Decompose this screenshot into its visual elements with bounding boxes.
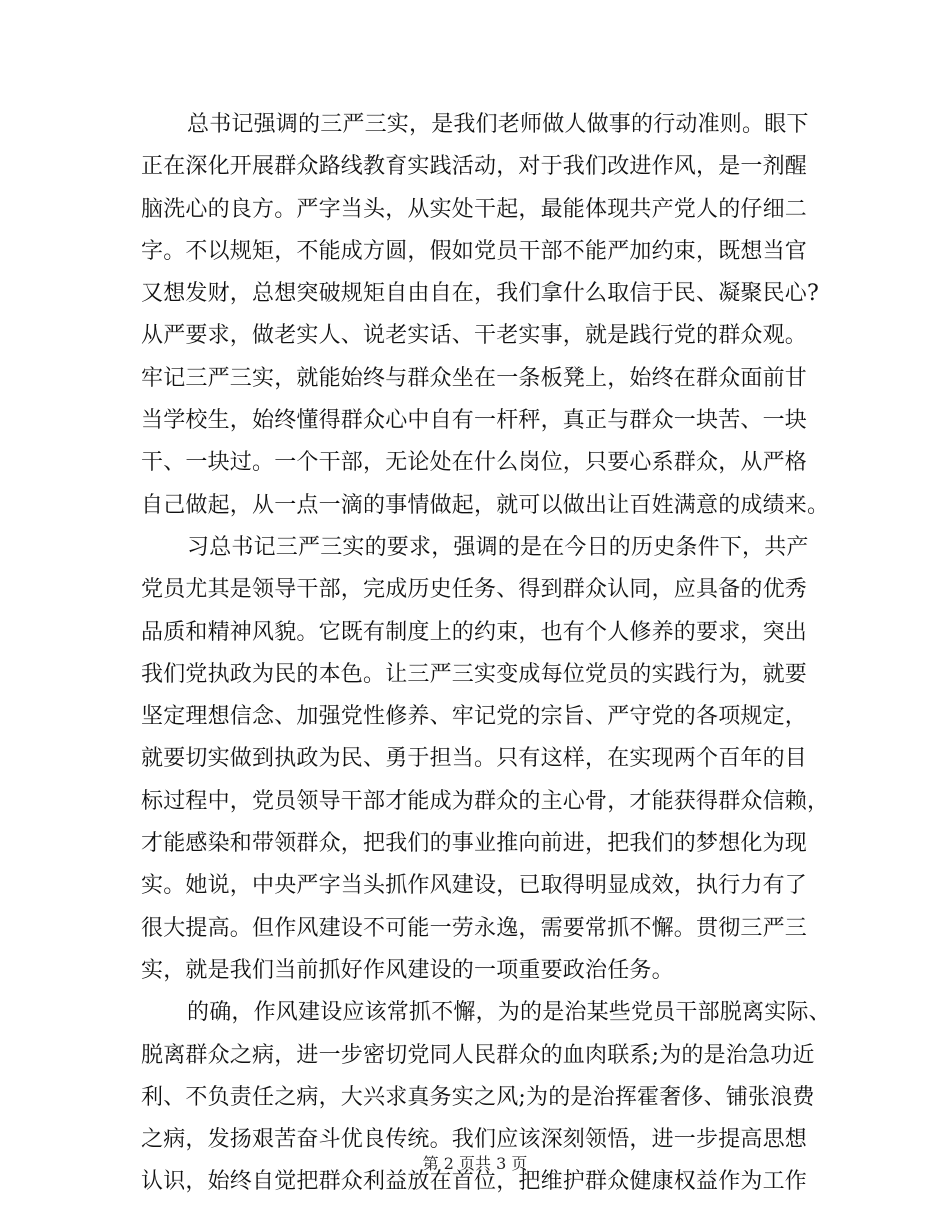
text-line-26: 认识，始终自觉把群众利益放在首位，把维护群众健康权益作为工作 [141, 1169, 808, 1195]
text-line-2: 正在深化开展群众路线教育实践活动，对于我们改进作风，是一剂醒 [141, 154, 808, 180]
text-line-7: 牢记三严三实，就能始终与群众坐在一条板凳上，始终在群众面前甘 [141, 365, 808, 391]
text-line-12: 党员尤其是领导干部，完成历史任务、得到群众认同，应具备的优秀 [141, 577, 808, 603]
text-line-8: 当学校生，始终懂得群众心中自有一杆秤，真正与群众一块苦、一块 [141, 408, 808, 434]
text-line-13: 品质和精神风貌。它既有制度上的约束，也有个人修养的要求，突出 [141, 619, 808, 645]
text-line-24: 利、不负责任之病，大兴求真务实之风;为的是治挥霍奢侈、铺张浪费 [141, 1084, 815, 1110]
text-line-9: 干、一块过。一个干部，无论处在什么岗位，只要心系群众，从严格 [141, 450, 808, 476]
text-line-6: 从严要求，做老实人、说老实话、干老实事，就是践行党的群众观。 [141, 323, 808, 349]
text-line-4: 字。不以规矩，不能成方圆，假如党员干部不能严加约束，既想当官 [141, 238, 808, 264]
text-line-22: 的确，作风建设应该常抓不懈，为的是治某些党员干部脱离实际、 [187, 1000, 831, 1026]
text-line-5: 又想发财，总想突破规矩自由自在，我们拿什么取信于民、凝聚民心? [141, 281, 819, 307]
text-line-25: 之病，发扬艰苦奋斗优良传统。我们应该深刻领悟，进一步提高思想 [141, 1127, 808, 1153]
text-line-17: 标过程中，党员领导干部才能成为群众的主心骨，才能获得群众信赖， [141, 788, 830, 814]
text-line-10: 自己做起，从一点一滴的事情做起，就可以做出让百姓满意的成绩来。 [141, 492, 830, 518]
text-line-15: 坚定理想信念、加强党性修养、牢记党的宗旨、严守党的各项规定， [141, 704, 808, 730]
text-line-14: 我们党执政为民的本色。让三严三实变成每位党员的实践行为，就要 [141, 661, 808, 687]
text-line-18: 才能感染和带领群众，把我们的事业推向前进，把我们的梦想化为现 [141, 831, 808, 857]
text-line-21: 实，就是我们当前抓好作风建设的一项重要政治任务。 [141, 957, 674, 983]
text-line-23: 脱离群众之病，进一步密切党同人民群众的血肉联系;为的是治急功近 [141, 1042, 815, 1068]
text-line-16: 就要切实做到执政为民、勇于担当。只有这样，在实现两个百年的目 [141, 746, 808, 772]
page-footer: 第 2 页共 3 页 [422, 1154, 528, 1173]
body-text [141, 104, 831, 1204]
text-line-20: 很大提高。但作风建设不可能一劳永逸，需要常抓不懈。贯彻三严三 [141, 915, 808, 941]
text-line-11: 习总书记三严三实的要求，强调的是在今日的历史条件下，共产 [187, 534, 809, 560]
text-line-19: 实。她说，中央严字当头抓作风建设，已取得明显成效，执行力有了 [141, 873, 808, 899]
text-line-1: 总书记强调的三严三实，是我们老师做人做事的行动准则。眼下 [187, 112, 809, 137]
text-line-3: 脑洗心的良方。严字当头，从实处干起，最能体现共产党人的仔细二 [141, 196, 808, 222]
